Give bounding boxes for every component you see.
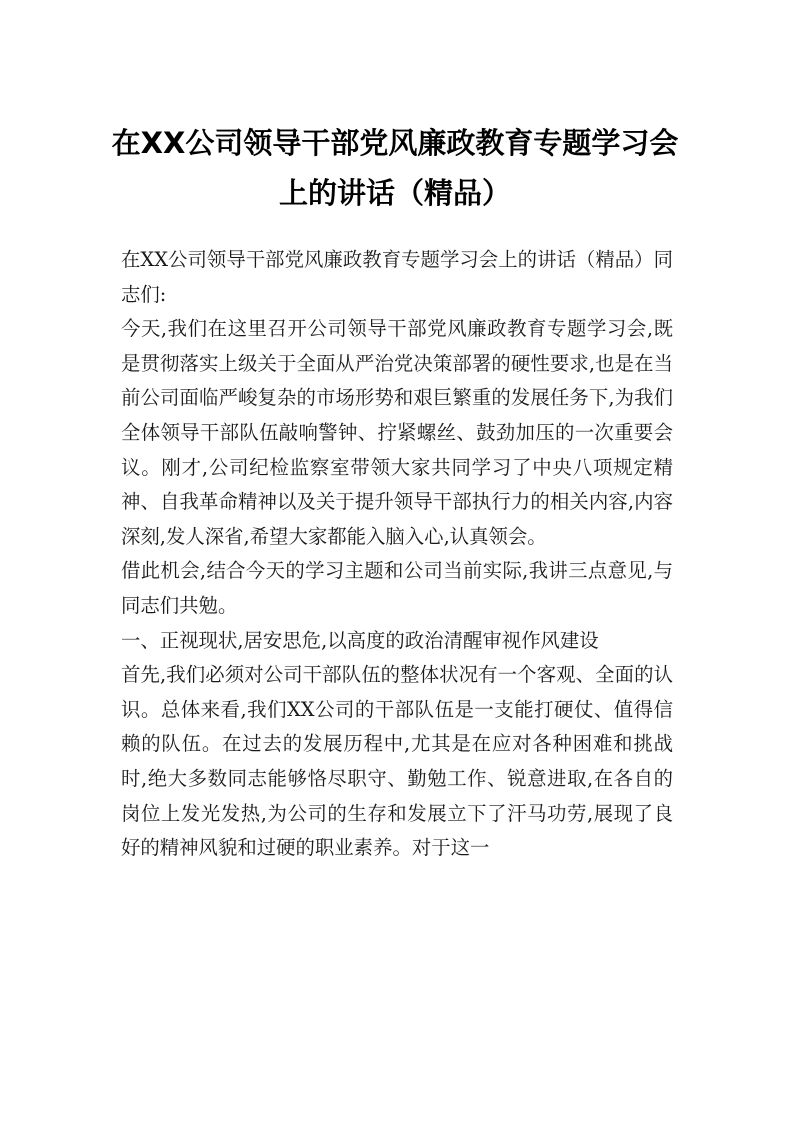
body-paragraph: 在XX公司领导干部党风廉政教育专题学习会上的讲话（精品）同志们: <box>121 248 673 306</box>
document-title: 在XX公司领导干部党风廉政教育专题学习会上的讲话（精品） <box>111 126 679 210</box>
body-paragraph: 借此机会,结合今天的学习主题和公司当前实际,我讲三点意见,与同志们共勉。 <box>121 559 673 617</box>
document-body <box>121 243 673 866</box>
body-paragraph: 今天,我们在这里召开公司领导干部党风廉政教育专题学习会,既是贯彻落实上级关于全面从严治党决策部署的硬性要求,也是在当前公司面临严峻复杂的市场形势和艰巨繁重的发展任务下,为我们全体领导干部队伍敲响警钟、拧紧螺丝、鼓劲加压的一次重要会议。刚才,公司纪检监察室带领大家共同学习了中央八项规定精神、自我革命精神以及关于提升领导干部执行力的相关内容,内容深刻,发人深省,希望大家都能入脑入心,认真领会。 <box>121 317 673 548</box>
body-paragraph: 首先,我们必须对公司干部队伍的整体状况有一个客观、全面的认识。总体来看,我们XX公司的干部队伍是一支能打硬仗、值得信赖的队伍。在过去的发展历程中,尤其是在应对各种困难和挑战时,绝大多数同志能够恪尽职守、勤勉工作、锐意进取,在各自的岗位上发光发热,为公司的生存和发展立下了汗马功劳,展现了良好的精神风貌和过硬的职业素养。对于这一 <box>121 663 673 860</box>
section-heading: 一、正视现状,居安思危,以高度的政治清醒审视作风建设 <box>121 628 599 652</box>
